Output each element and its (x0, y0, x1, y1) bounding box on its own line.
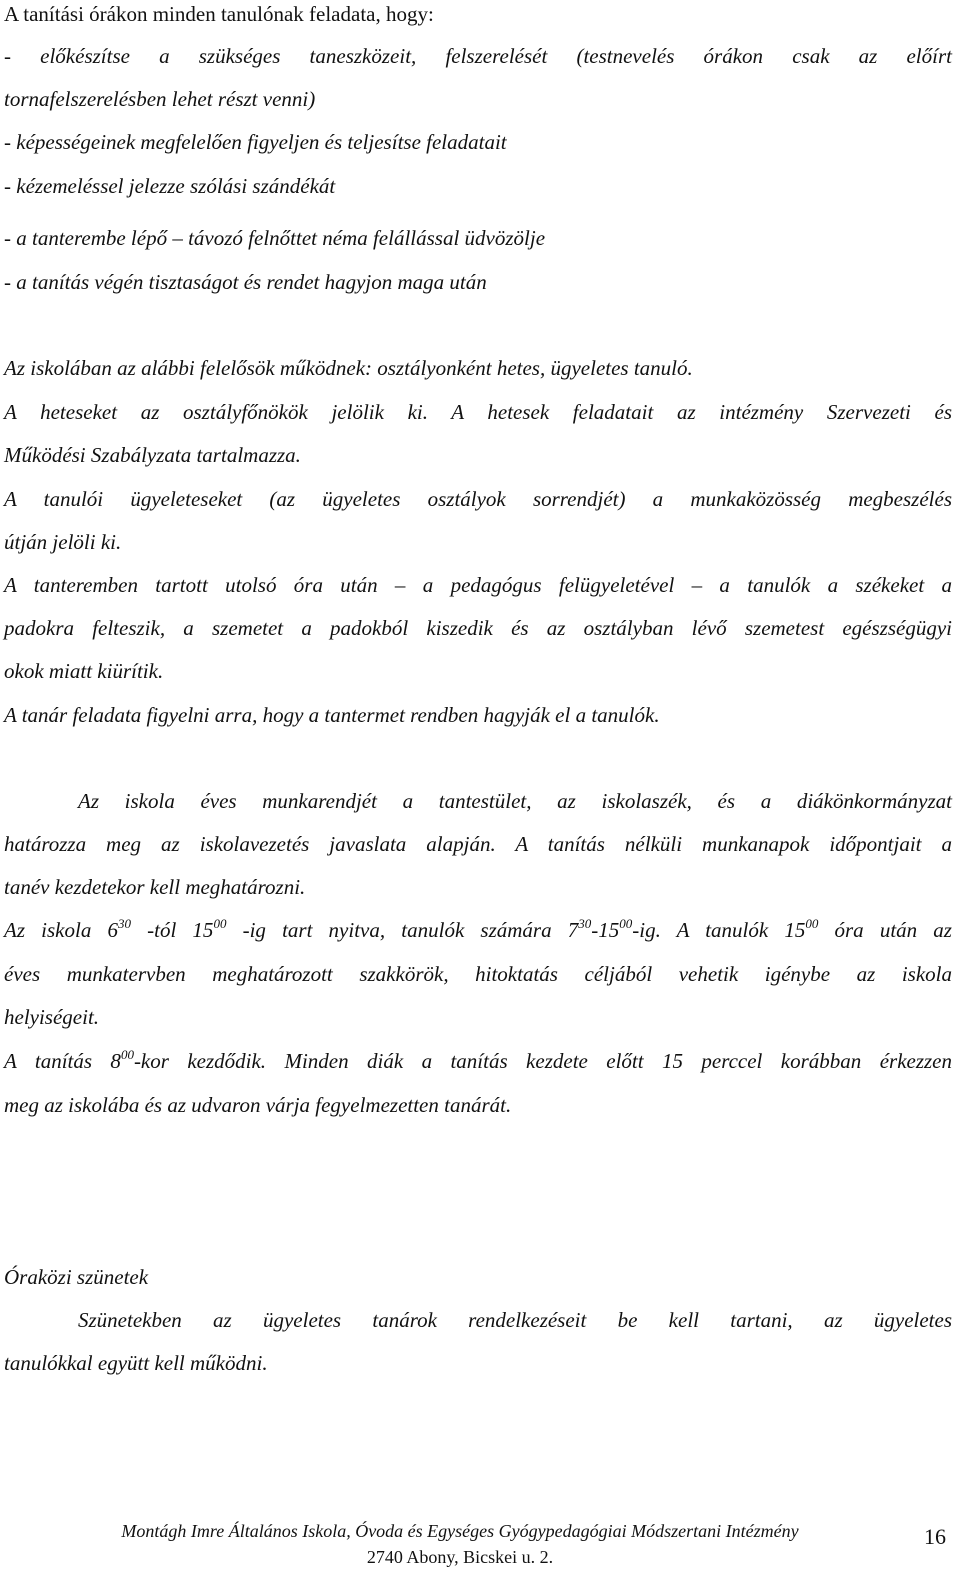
breaks-paragraph: Szünetekben az ügyeletes tanárok rendelkezéseit be kell tartani, az ügyeletes (78, 1308, 952, 1332)
responsibles-paragraph-3-cont: útján jelöli ki. (4, 530, 122, 554)
opening-hours-text-a: Az iskola 6 (4, 918, 118, 942)
duty-item-attention: - képességeinek megfelelően figyeljen és teljesítse feladatait (4, 130, 507, 154)
breaks-heading: Óraközi szünetek (4, 1265, 149, 1289)
opening-hours-sup-a: 30 (117, 916, 131, 931)
schedule-paragraph-1-end: tanév kezdetekor kell meghatározni. (4, 875, 306, 899)
responsibles-paragraph-2: A heteseket az osztályfőnökök jelölik ki. A hetesek feladatait az intézmény Szervezeti és (4, 400, 952, 424)
lesson-start-text-a: A tanítás 8 (4, 1049, 121, 1073)
opening-hours-text-e: -ig. A tanulók 15 (632, 918, 806, 942)
lesson-start-text-b: -kor kezdődik. Minden diák a tanítás kezdete előtt 15 perccel korábban érkezzen (133, 1049, 952, 1073)
lesson-start-line (4, 1049, 952, 1073)
opening-hours-sup-d: 00 (619, 916, 633, 931)
opening-hours-end: helyiségeit. (4, 1005, 100, 1029)
duty-item-equipment-cont: tornafelszerelésben lehet részt venni) (4, 87, 316, 111)
opening-hours-line (4, 918, 952, 942)
duty-item-equipment: - előkészítse a szükséges taneszközeit, felszerelését (testnevelés órákon csak az előírt (4, 44, 952, 68)
lesson-start-cont: meg az iskolába és az udvaron várja fegyelmezetten tanárát. (4, 1093, 512, 1117)
opening-hours-sup-e: 00 (805, 916, 819, 931)
duty-item-cleanliness: - a tanítás végén tisztaságot és rendet hagyjon maga után (4, 270, 487, 294)
responsibles-paragraph-3: A tanulói ügyeleteseket (az ügyeletes osztályok sorrendjét) a munkaközösség megbeszélés (4, 487, 952, 511)
responsibles-paragraph-4-end: okok miatt kiürítik. (4, 659, 164, 683)
duties-intro: A tanítási órákon minden tanulónak feladata, hogy: (4, 2, 434, 26)
opening-hours-text-f: óra után az (818, 918, 952, 942)
schedule-paragraph-1-cont: határozza meg az iskolavezetés javaslata alapján. A tanítás nélküli munkanapok időpontjait a (4, 832, 952, 856)
opening-hours-text-b: -tól 15 (130, 918, 214, 942)
opening-hours-sup-c: 30 (578, 916, 592, 931)
schedule-paragraph-1: Az iskola éves munkarendjét a tantestület, az iskolaszék, és a diákönkormányzat (78, 789, 952, 813)
page-number: 16 (924, 1524, 946, 1549)
opening-hours-cont: éves munkatervben meghatározott szakkörök, hitoktatás céljából vehetik igénybe az iskola (4, 962, 952, 986)
opening-hours-text-d: -15 (591, 918, 620, 942)
responsibles-paragraph-5: A tanár feladata figyelni arra, hogy a tantermet rendben hagyják el a tanulók. (4, 703, 660, 727)
responsibles-paragraph-4: A tanteremben tartott utolsó óra után – a pedagógus felügyeletével – a tanulók a székeket a (4, 573, 952, 597)
lesson-start-sup: 00 (120, 1047, 134, 1062)
duty-item-hand-raise: - kézemeléssel jelezze szólási szándékát (4, 174, 336, 198)
footer-address: 2740 Abony, Bicskei u. 2. (366, 1547, 554, 1567)
responsibles-paragraph-1: Az iskolában az alábbi felelősök működnek: osztályonként hetes, ügyeletes tanuló. (4, 356, 693, 380)
breaks-paragraph-cont: tanulókkal együtt kell működni. (4, 1351, 268, 1375)
opening-hours-sup-b: 00 (213, 916, 227, 931)
responsibles-paragraph-4-cont: padokra felteszik, a szemetet a padokból kiszedik és az osztályban lévő szemetest egészségügyi (4, 616, 952, 640)
opening-hours-text-c: -ig tart nyitva, tanulók számára 7 (226, 918, 579, 942)
duty-item-greeting: - a tanterembe lépő – távozó felnőttet néma felállással üdvözölje (4, 226, 546, 250)
footer-institution: Montágh Imre Általános Iskola, Óvoda és Egységes Gyógypedagógiai Módszertani Intézmény (121, 1521, 799, 1541)
responsibles-paragraph-2-cont: Működési Szabályzata tartalmazza. (4, 443, 301, 467)
